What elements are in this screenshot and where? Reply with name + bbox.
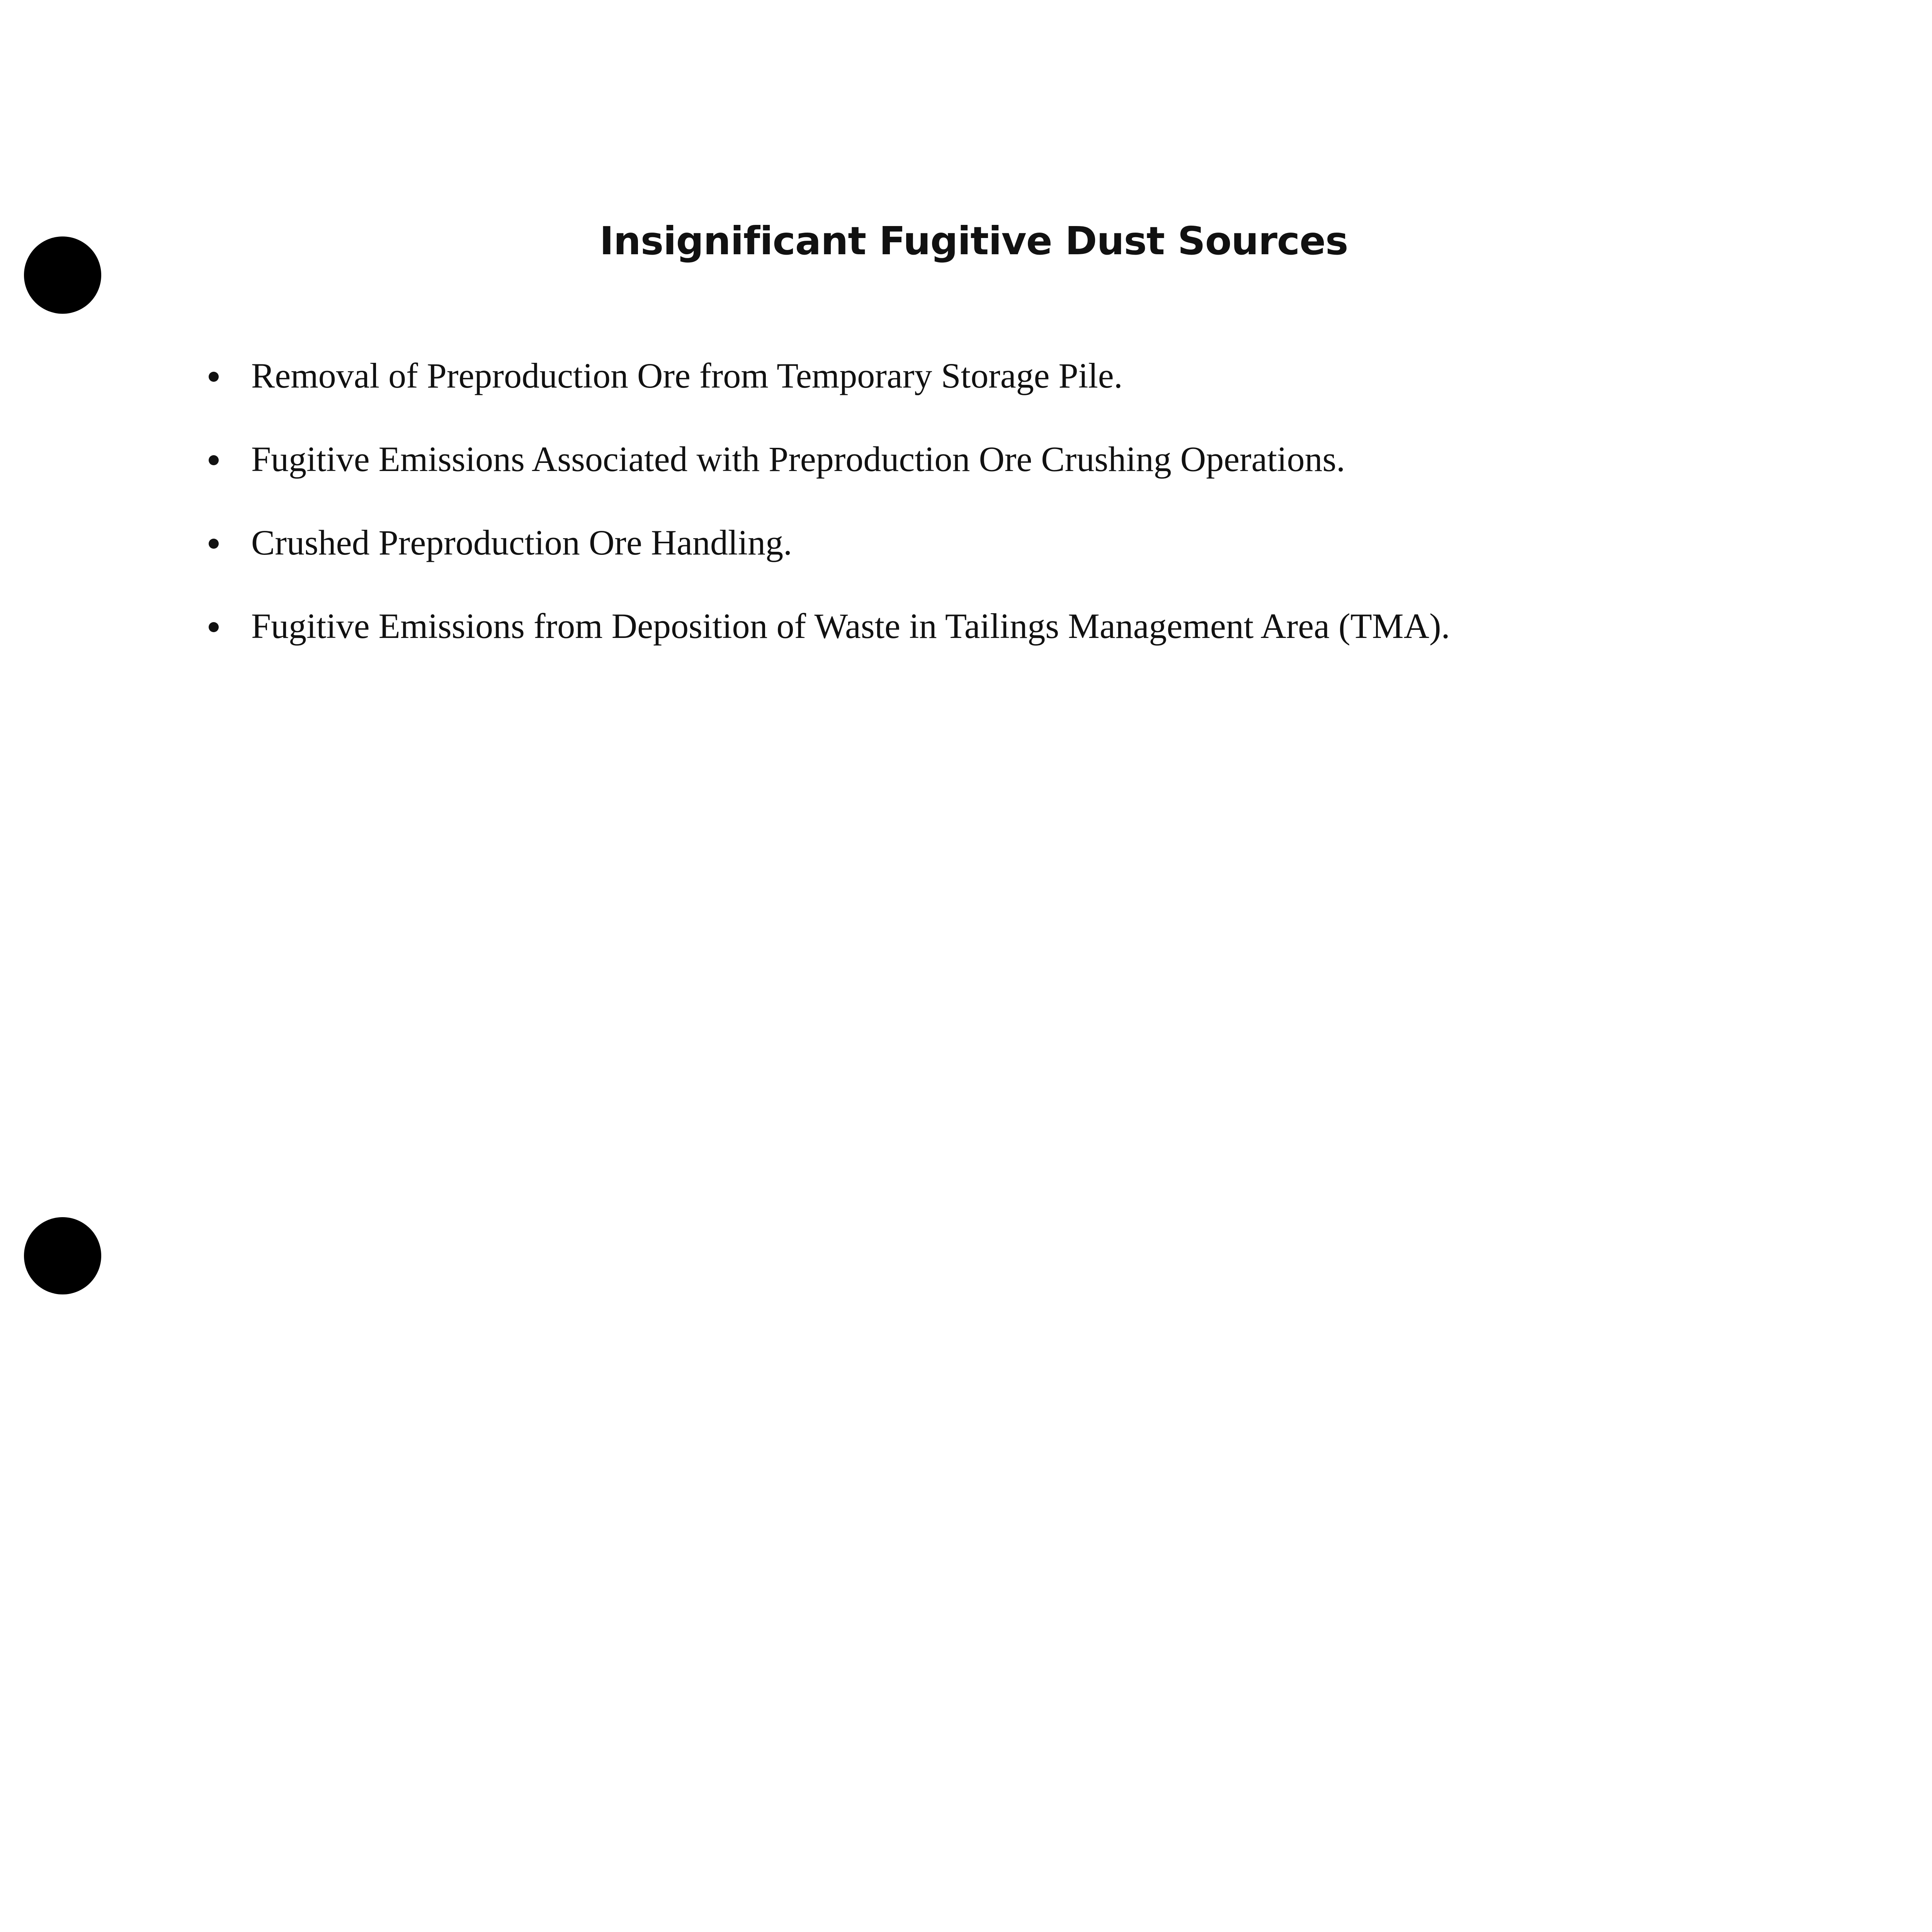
page-title: Insignificant Fugitive Dust Sources	[599, 218, 1348, 264]
punch-hole-middle	[24, 1217, 101, 1294]
bullet-icon	[209, 622, 219, 632]
list-item	[205, 606, 1866, 689]
list-item-text: Crushed Preproduction Ore Handling.	[251, 523, 793, 562]
list-item	[205, 522, 1866, 606]
list-item-text: Removal of Preproduction Ore from Temporary Storage Pile.	[251, 356, 1123, 395]
list-item	[205, 355, 1866, 439]
bullet-list	[205, 355, 1866, 689]
list-item-text: Fugitive Emissions from Deposition of Waste in Tailings Management Area (TMA).	[251, 606, 1450, 646]
bullet-icon	[209, 372, 219, 382]
list-item	[205, 439, 1866, 522]
bullet-icon	[209, 455, 219, 465]
list-item-text: Fugitive Emissions Associated with Preproduction Ore Crushing Operations.	[251, 439, 1345, 479]
bullet-icon	[209, 539, 219, 549]
